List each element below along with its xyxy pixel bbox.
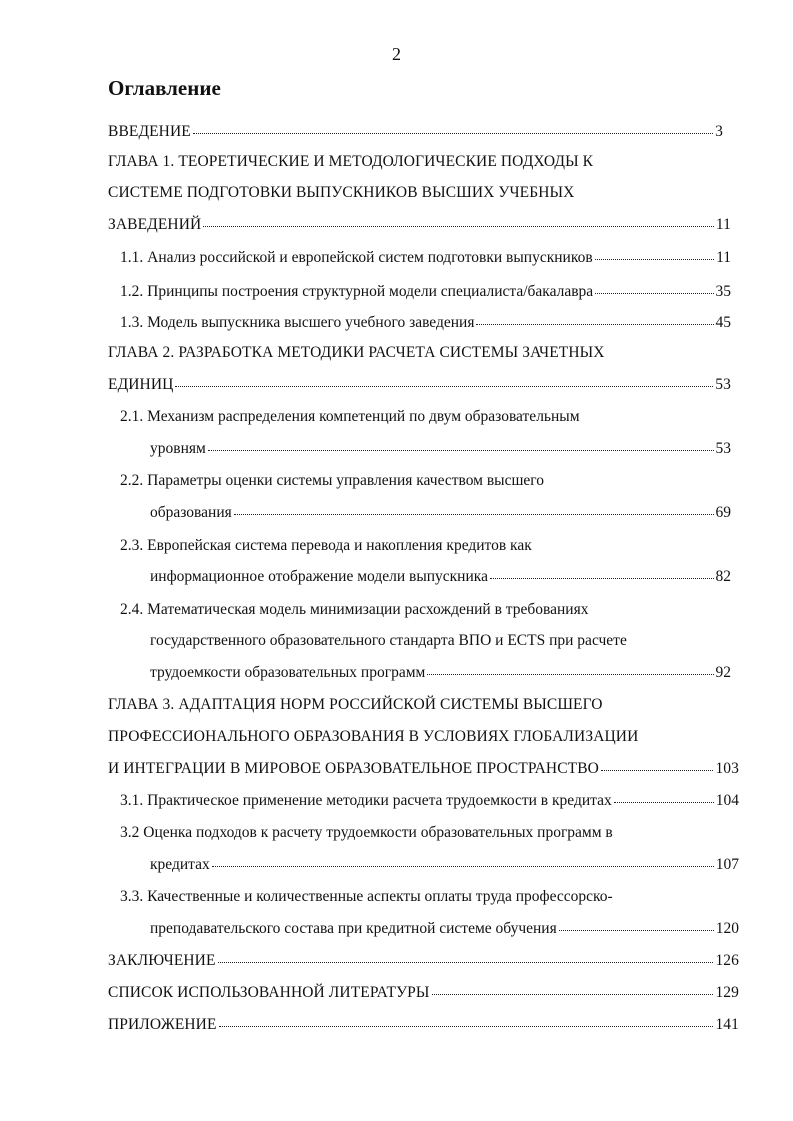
toc-page-number: 11 [716, 249, 731, 266]
toc-entry-text: ГЛАВА 2. РАЗРАБОТКА МЕТОДИКИ РАСЧЕТА СИСТЕМЫ ЗАЧЕТНЫХ [108, 344, 605, 361]
toc-entry-text: ГЛАВА 3. АДАПТАЦИЯ НОРМ РОССИЙСКОЙ СИСТЕМЫ ВЫСШЕГО [108, 696, 603, 713]
toc-entry-references [108, 983, 739, 1003]
toc-section-3-2-line-2 [150, 855, 739, 875]
toc-chapter-1-line-3 [108, 215, 731, 235]
toc-page-number: 107 [715, 856, 739, 873]
toc-section-3-2-line-1 [120, 823, 613, 843]
toc-section-2-3-line-1 [120, 536, 532, 556]
dot-leader [208, 439, 714, 453]
toc-entry-text: ЕДИНИЦ [108, 376, 174, 393]
toc-entry-text: государственного образовательного стандарта ВПО и ECTS при расчете [150, 632, 627, 649]
toc-entry-text: ПРОФЕССИОНАЛЬНОГО ОБРАЗОВАНИЯ В УСЛОВИЯХ ГЛОБАЛИЗАЦИИ [108, 728, 639, 745]
toc-entry-text: СИСТЕМЕ ПОДГОТОВКИ ВЫПУСКНИКОВ ВЫСШИХ УЧЕБНЫХ [108, 184, 575, 201]
dot-leader [218, 951, 714, 965]
toc-page-number: 35 [715, 283, 731, 300]
toc-page-number: 103 [715, 760, 739, 777]
toc-entry-text: ГЛАВА 1. ТЕОРЕТИЧЕСКИЕ И МЕТОДОЛОГИЧЕСКИЕ ПОДХОДЫ К [108, 153, 594, 170]
toc-section-2-1-line-1 [120, 407, 580, 427]
page-number: 2 [392, 44, 401, 64]
toc-entry-text: ПРИЛОЖЕНИЕ [108, 1016, 217, 1033]
toc-section-2-4-line-1 [120, 600, 588, 620]
dot-leader [614, 791, 714, 805]
dot-leader [203, 215, 714, 229]
dot-leader [476, 313, 713, 327]
toc-section-3-3-line-2 [150, 919, 739, 939]
toc-entry-text: трудоемкости образовательных программ [150, 664, 426, 681]
toc-entry-text: 2.2. Параметры оценки системы управления качеством высшего [120, 472, 545, 489]
toc-entry-text: уровням [150, 440, 206, 457]
dot-leader [219, 1015, 714, 1029]
toc-page-number: 92 [715, 664, 731, 681]
dot-leader [193, 122, 713, 136]
toc-entry-text: 1.1. Анализ российской и европейской систем подготовки выпускников [120, 249, 593, 266]
dot-leader [601, 759, 714, 773]
toc-section-3-1 [120, 791, 739, 811]
toc-chapter-3-line-3 [108, 759, 739, 779]
toc-entry-text: 1.2. Принципы построения структурной модели специалиста/бакалавра [120, 283, 594, 300]
toc-entry-text: 2.3. Европейская система перевода и накопления кредитов как [120, 537, 532, 554]
toc-entry-text: ЗАКЛЮЧЕНИЕ [108, 952, 216, 969]
dot-leader [559, 919, 714, 933]
toc-page-number: 45 [715, 314, 731, 331]
toc-section-1-1 [120, 248, 731, 268]
toc-entry-conclusion [108, 951, 739, 971]
toc-entry-text: СПИСОК ИСПОЛЬЗОВАННОЙ ЛИТЕРАТУРЫ [108, 984, 430, 1001]
toc-section-3-3-line-1 [120, 887, 613, 907]
toc-entry-text: 3.1. Практическое применение методики расчета трудоемкости в кредитах [120, 792, 612, 809]
toc-entry-text: преподавательского состава при кредитной системе обучения [150, 920, 557, 937]
toc-chapter-2-line-2 [108, 375, 731, 395]
toc-entry-introduction [108, 122, 723, 142]
toc-section-1-2 [120, 282, 731, 302]
toc-entry-text: 1.3. Модель выпускника высшего учебного заведения [120, 314, 475, 331]
dot-leader [595, 282, 713, 296]
toc-entry-text: 3.2 Оценка подходов к расчету трудоемкости образовательных программ в [120, 824, 613, 841]
toc-page-number: 129 [715, 984, 739, 1001]
dot-leader [595, 248, 714, 262]
dot-leader [427, 663, 713, 677]
toc-entry-appendix [108, 1015, 739, 1035]
toc-chapter-3-line-2 [108, 727, 638, 747]
toc-page-number: 69 [715, 504, 731, 521]
toc-page-number: 11 [715, 216, 731, 233]
toc-chapter-1-line-2 [108, 183, 574, 203]
toc-entry-text: И ИНТЕГРАЦИИ В МИРОВОЕ ОБРАЗОВАТЕЛЬНОЕ ПРОСТРАНСТВО [108, 760, 599, 777]
page-title: Оглавление [108, 76, 221, 100]
dot-leader [175, 375, 713, 389]
toc-page-number: 126 [715, 952, 739, 969]
dot-leader [490, 567, 714, 581]
toc-entry-text: кредитах [150, 856, 210, 873]
toc-page-number: 141 [715, 1016, 739, 1033]
toc-entry-text: образования [150, 504, 232, 521]
toc-entry-text: ЗАВЕДЕНИЙ [108, 216, 202, 233]
toc-section-2-4-line-3 [150, 663, 731, 683]
dot-leader [212, 855, 714, 869]
toc-section-2-4-line-2 [150, 631, 627, 651]
toc-chapter-1-line-1 [108, 152, 593, 172]
dot-leader [234, 503, 714, 517]
toc-section-1-3 [120, 313, 731, 333]
toc-page-number: 53 [715, 376, 731, 393]
toc-page-number: 53 [715, 440, 731, 457]
toc-page-number: 82 [715, 568, 731, 585]
toc-entry-text: 2.4. Математическая модель минимизации расхождений в требованиях [120, 601, 589, 618]
toc-page-number: 120 [715, 920, 739, 937]
toc-section-2-1-line-2 [150, 439, 731, 459]
toc-page-number: 104 [715, 792, 739, 809]
toc-chapter-2-line-1 [108, 343, 605, 363]
toc-page-number: 3 [715, 123, 723, 140]
toc-chapter-3-line-1 [108, 695, 603, 715]
toc-entry-text: информационное отображение модели выпускника [150, 568, 488, 585]
toc-entry-text: ВВЕДЕНИЕ [108, 123, 191, 140]
toc-entry-text: 3.3. Качественные и количественные аспекты оплаты труда профессорско- [120, 888, 613, 905]
toc-section-2-2-line-2 [150, 503, 731, 523]
toc-section-2-2-line-1 [120, 471, 544, 491]
toc-entry-text: 2.1. Механизм распределения компетенций по двум образовательным [120, 408, 580, 425]
dot-leader [432, 983, 714, 997]
toc-section-2-3-line-2 [150, 567, 731, 587]
